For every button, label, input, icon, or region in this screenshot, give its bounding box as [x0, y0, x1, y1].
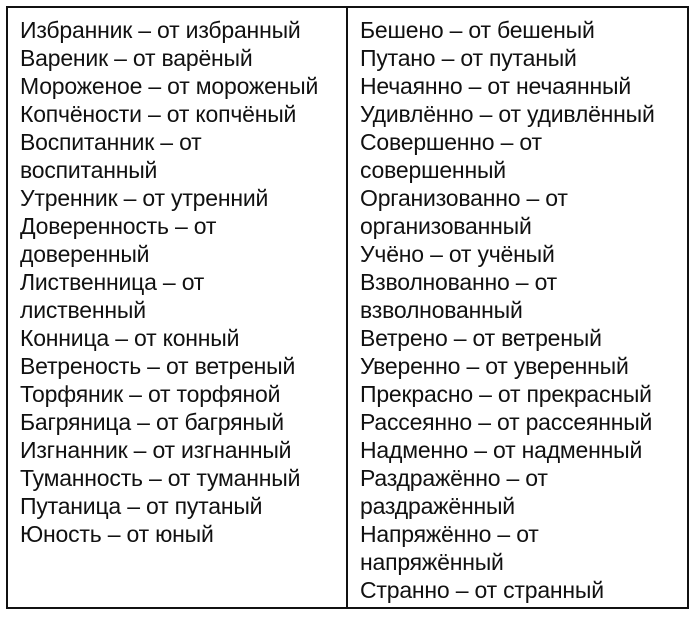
table-line: Доверенность – от — [20, 213, 217, 239]
table-line: Мороженое – от мороженый — [20, 73, 319, 99]
table-line: Утренник – от утренний — [20, 185, 269, 211]
table-line: Странно – от странный — [360, 577, 604, 603]
table-line: Путаница – от путаный — [20, 493, 263, 519]
table-line: напряжённый — [360, 549, 504, 575]
table-line: Прекрасно – от прекрасный — [360, 381, 652, 407]
table-line: Туманность – от туманный — [20, 465, 301, 491]
table-line: взволнованный — [360, 297, 523, 323]
table-line: Напряжённо – от — [360, 521, 539, 547]
table-line: Изгнанник – от изгнанный — [20, 437, 292, 463]
table-line: Надменно – от надменный — [360, 437, 643, 463]
table-line: Лиственница – от — [20, 269, 205, 295]
right-column — [348, 8, 687, 607]
table-line: Ветреность – от ветреный — [20, 353, 296, 379]
table-line: Вареник – от варёный — [20, 45, 253, 71]
table-line: Багряница – от багряный — [20, 409, 284, 435]
table-line: доверенный — [20, 241, 150, 267]
table-line: Юность – от юный — [20, 521, 214, 547]
table-line: Нечаянно – от нечаянный — [360, 73, 631, 99]
table-line: Взволнованно – от — [360, 269, 557, 295]
table-line: лиственный — [20, 297, 146, 323]
table-line: Рассеянно – от рассеянный — [360, 409, 653, 435]
table-line: Бешено – от бешеный — [360, 17, 595, 43]
table-line: Избранник – от избранный — [20, 17, 301, 43]
table-line: Уверенно – от уверенный — [360, 353, 629, 379]
table-line: Совершенно – от — [360, 129, 542, 155]
table-line: Удивлённо – от удивлённый — [360, 101, 655, 127]
table-line: Организованно – от — [360, 185, 568, 211]
word-table — [6, 6, 689, 609]
table-line: раздражённый — [360, 493, 515, 519]
left-column — [8, 8, 348, 607]
table-line: Копчёности – от копчёный — [20, 101, 297, 127]
table-line: Торфяник – от торфяной — [20, 381, 281, 407]
table-line: Путано – от путаный — [360, 45, 577, 71]
table-line: воспитанный — [20, 157, 158, 183]
table-line: Воспитанник – от — [20, 129, 202, 155]
table-line: Раздражённо – от — [360, 465, 548, 491]
table-line: Учёно – от учёный — [360, 241, 555, 267]
table-line: Конница – от конный — [20, 325, 240, 351]
table-line: Ветрено – от ветреный — [360, 325, 602, 351]
table-line: организованный — [360, 213, 532, 239]
table-line: совершенный — [360, 157, 506, 183]
